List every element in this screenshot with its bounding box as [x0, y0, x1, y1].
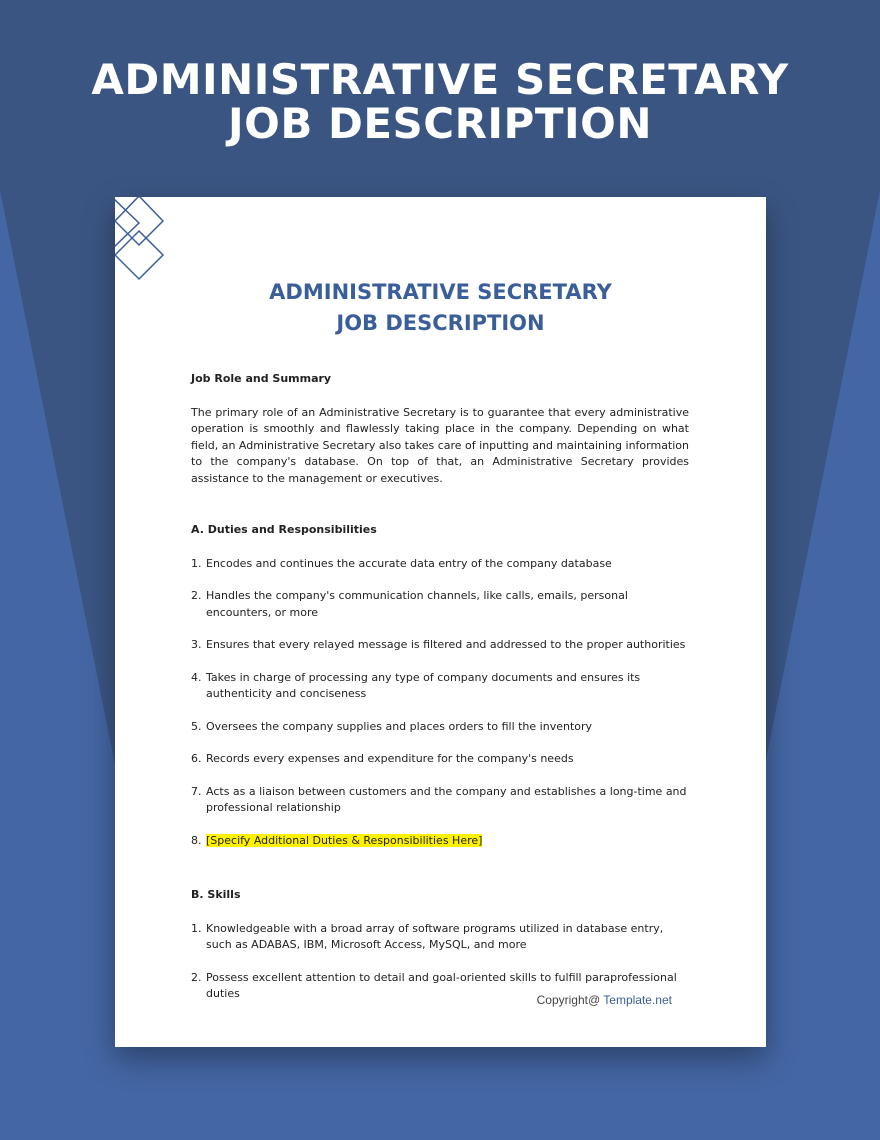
list-item: [191, 556, 689, 573]
list-item: [191, 637, 689, 654]
copyright-prefix: Copyright@: [536, 993, 601, 1007]
list-item-text: Acts as a liaison between customers and the company and establishes a long-time and professional relationship: [206, 784, 687, 814]
banner-title-line2: JOB DESCRIPTION: [228, 99, 652, 148]
list-item-text: Ensures that every relayed message is filtered and addressed to the proper authorities: [206, 638, 686, 651]
list-item: [191, 719, 689, 736]
list-item: [191, 833, 689, 850]
document-content: [191, 371, 689, 1003]
list-item-number: 2.: [191, 589, 202, 602]
list-item-text: Encodes and continues the accurate data entry of the company database: [206, 556, 612, 570]
list-item-number: 6.: [191, 752, 202, 765]
list-item-text: Handles the company's communication channels, like calls, emails, personal encounters, or more: [206, 589, 628, 619]
banner-title-line1: ADMINISTRATIVE SECRETARY: [91, 55, 789, 104]
list-item-number: 1.: [191, 921, 202, 935]
copyright-brand-link[interactable]: Template.net: [603, 993, 672, 1007]
list-item-text: Records every expenses and expenditure for the company's needs: [206, 752, 574, 765]
list-item-text: Takes in charge of processing any type of company documents and ensures its authenticity and conciseness: [206, 670, 641, 700]
document-title: [115, 277, 766, 339]
list-item-text: Knowledgeable with a broad array of software programs utilized in database entry, such as ADABAS, IBM, Microsoft Access, MySQL, and more: [206, 921, 664, 951]
list-item-number: 7.: [191, 784, 202, 798]
list-item-number: 3.: [191, 638, 202, 651]
list-item-number: 2.: [191, 970, 202, 984]
summary-text: The primary role of an Administrative Secretary is to guarantee that every administrative operation is smoothly and flawlessly taking place in the company. Depending on what field, an Administrative Secretary also takes care of inputting and maintaining information to the company's database. On top of that, an Administrative Secretary provides assistance to the management or executives.: [191, 405, 690, 485]
document-title-line2: JOB DESCRIPTION: [336, 311, 545, 335]
skills-heading: B. Skills: [191, 888, 241, 901]
diamond-outline-icon: [115, 197, 175, 287]
list-item-text: Oversees the company supplies and places orders to fill the inventory: [206, 719, 593, 733]
list-item-number: 8.: [191, 833, 202, 847]
document-page: [115, 197, 766, 1047]
list-item: [191, 670, 689, 703]
list-item-number: 5.: [191, 719, 202, 733]
list-item: [191, 751, 689, 768]
duties-list: [191, 556, 689, 850]
list-item-text: Possess excellent attention to detail and goal-oriented skills to fulfill paraprofessional duties: [206, 970, 677, 1000]
list-item: [191, 921, 689, 954]
list-item: [191, 784, 689, 817]
list-item-number: 4.: [191, 670, 202, 684]
highlighted-placeholder-text[interactable]: [Specify Additional Duties & Responsibilities Here]: [206, 833, 483, 847]
summary-heading: Job Role and Summary: [191, 372, 332, 385]
list-item-number: 1.: [191, 556, 202, 570]
skills-list: [191, 921, 689, 1003]
banner-title: [0, 55, 880, 148]
duties-heading: A. Duties and Responsibilities: [191, 523, 377, 536]
list-item: [191, 588, 689, 621]
document-title-line1: ADMINISTRATIVE SECRETARY: [269, 280, 612, 304]
copyright-notice: [537, 993, 672, 1007]
